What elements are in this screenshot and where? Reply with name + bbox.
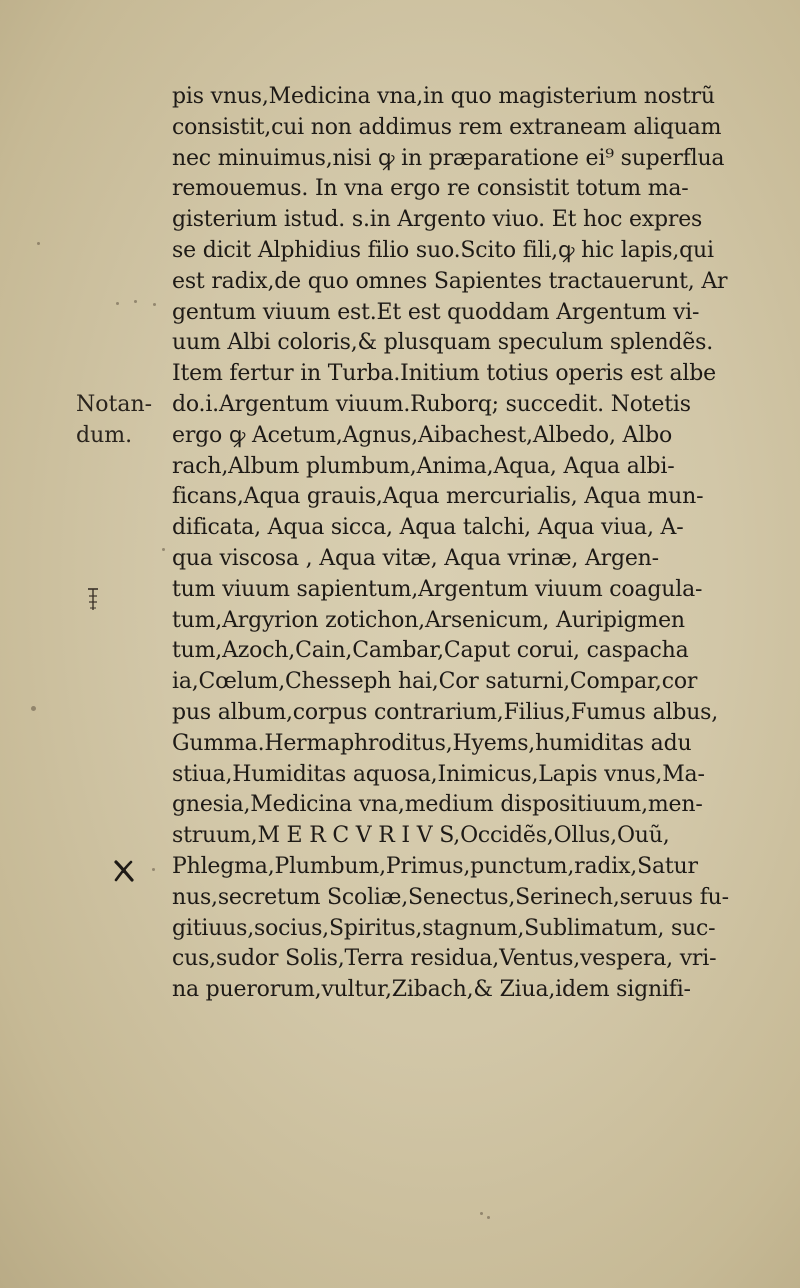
- text-line-26: Phlegma,Plumbum,Primus,punctum,radix,Satur: [172, 853, 698, 879]
- text-line-24: gnesia,Medicina vna,medium dispositiuum,men-: [172, 792, 703, 818]
- text-line-11: do.i.Argentum viuum.Ruborq; succedit. Notetis: [172, 391, 691, 417]
- text-line-8: gentum viuum est.Et est quoddam Argentum vi-: [172, 299, 700, 325]
- print-speck: [153, 303, 156, 306]
- print-speck: [31, 706, 36, 711]
- margin-note-line1: Notan-: [76, 392, 153, 417]
- text-line-7: est radix,de quo omnes Sapientes tractauerunt, Ar: [172, 268, 728, 294]
- text-line-23: stiua,Humiditas aquosa,Inimicus,Lapis vnus,Ma-: [172, 761, 705, 787]
- text-line-25: struum,M E R C V R I V S,Occidẽs,Ollus,Ouũ,: [172, 823, 670, 849]
- text-line-9: uum Albi coloris,& plusquam speculum splendẽs.: [172, 330, 714, 356]
- text-line-27: nus,secretum Scoliæ,Senectus,Serinech,seruus fu-: [172, 884, 729, 910]
- text-line-2: consistit,cui non addimus rem extraneam aliquam: [172, 114, 722, 140]
- text-line-3: nec minuimus,nisi ꝙ in præparatione ei⁹ superflua: [172, 145, 725, 171]
- print-speck: [480, 1212, 483, 1215]
- text-line-20: ia,Cœlum,Chesseph hai,Cor saturni,Compar,cor: [172, 669, 698, 695]
- print-speck: [37, 242, 40, 245]
- text-line-5: gisterium istud. s.in Argento viuo. Et hoc expres: [172, 207, 703, 233]
- text-line-29: cus,sudor Solis,Terra residua,Ventus,vespera, vri-: [172, 946, 717, 972]
- print-speck: [162, 548, 165, 551]
- text-line-22: Gumma.Hermaphroditus,Hyems,humiditas adu: [172, 730, 692, 756]
- text-line-16: qua viscosa , Aqua vitæ, Aqua vrinæ, Argen-: [172, 545, 659, 571]
- text-line-4: remouemus. In vna ergo re consistit totum ma-: [172, 176, 689, 202]
- text-line-10: Item fertur in Turba.Initium totius operis est albe: [172, 361, 716, 387]
- text-line-15: dificata, Aqua sicca, Aqua talchi, Aqua viua, A-: [172, 515, 684, 541]
- margin-note-line2: dum.: [76, 423, 133, 448]
- print-speck: [134, 300, 137, 303]
- text-line-18: tum,Argyrion zotichon,Arsenicum, Auripigmen: [172, 607, 685, 633]
- text-line-28: gitiuus,socius,Spiritus,stagnum,Sublimatum, suc-: [172, 915, 716, 941]
- text-line-12: ergo ꝙ Acetum,Agnus,Aibachest,Albedo, Albo: [172, 422, 673, 448]
- margin-cross-mark-icon: [112, 859, 136, 883]
- text-line-13: rach,Album plumbum,Anima,Aqua, Aqua albi-: [172, 453, 675, 479]
- text-line-14: ficans,Aqua grauis,Aqua mercurialis, Aqua mun-: [172, 484, 704, 510]
- text-line-21: pus album,corpus contrarium,Filius,Fumus albus,: [172, 699, 719, 725]
- text-line-1: pis vnus,Medicina vna,in quo magisterium nostrũ: [172, 84, 715, 109]
- print-speck: [116, 302, 119, 305]
- margin-mercury-mark-icon: [86, 586, 100, 612]
- text-line-17: tum viuum sapientum,Argentum viuum coagula-: [172, 576, 703, 602]
- print-speck: [152, 868, 155, 871]
- main-text-block: [172, 82, 772, 1006]
- text-line-6: se dicit Alphidius filio suo.Scito fili,ꝙ hic lapis,qui: [172, 237, 714, 263]
- text-line-30: na puerorum,vultur,Zibach,& Ziua,idem signifi-: [172, 977, 691, 1003]
- print-speck: [487, 1216, 490, 1219]
- text-line-19: tum,Azoch,Cain,Cambar,Caput corui, caspacha: [172, 638, 689, 664]
